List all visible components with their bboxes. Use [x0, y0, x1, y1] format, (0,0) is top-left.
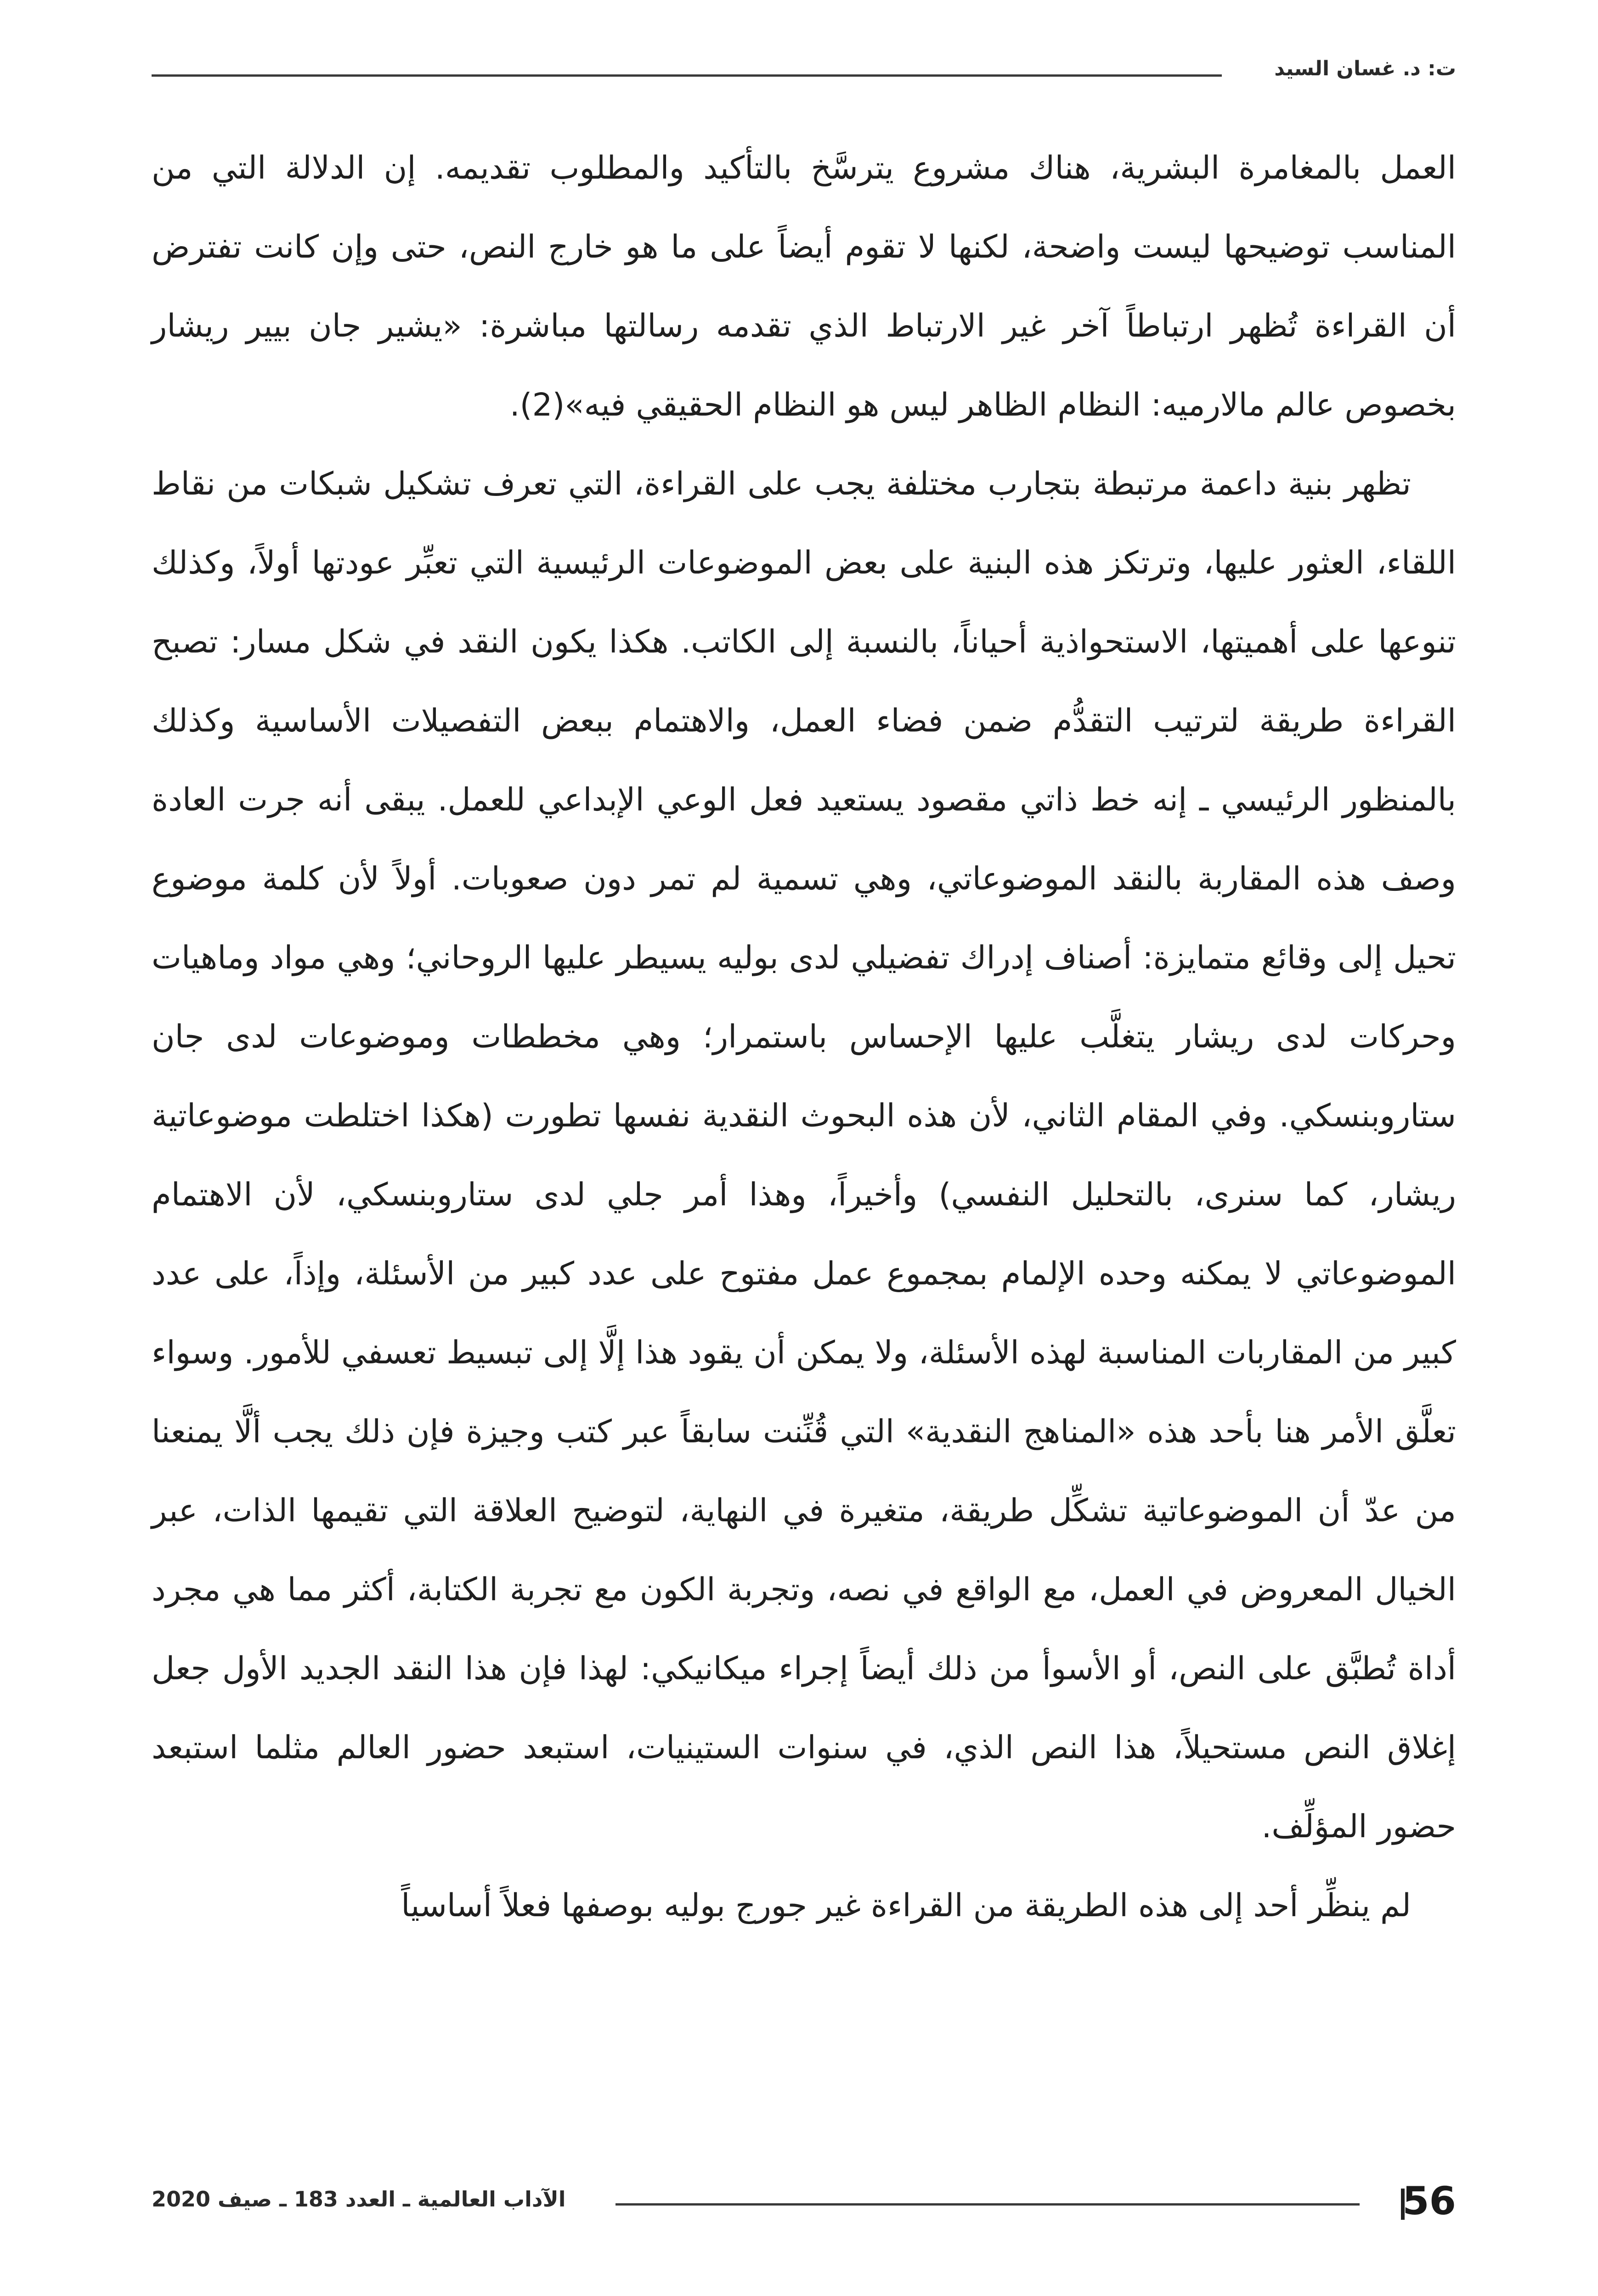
footer-rule: [615, 2203, 1360, 2206]
header-author: ت: د. غسان السيد: [1274, 57, 1456, 80]
paragraph-3: لم ينظِّر أحد إلى هذه الطريقة من القراءة غير جورج بوليه بوصفها فعلاً أساسياً: [401, 1887, 1411, 1924]
running-header: [152, 51, 1456, 92]
footer-journal-info: الآداب العالمية ـ العدد 183 ـ صيف 2020: [152, 2187, 566, 2212]
header-rule: [152, 74, 1222, 77]
running-footer: [152, 2177, 1456, 2227]
paragraph-1: العمل بالمغامرة البشرية، هناك مشروع يترسَّخ بالتأكيد والمطلوب تقديمه. إن الدلالة التي من المناسب توضيحها ليست واضحة، لكنها لا تقوم أيضاً على ما هو خارج النص، حتى وإن كانت تفترض أن القراءة تُظهر ارتباطاً آخر غير الارتباط الذي تقدمه رسالتها مباشرة: «يشير جان بيير ريشار بخصوص عالم مالارميه: النظام الظاهر ليس هو النظام الحقيقي فيه»(2).: [152, 150, 1456, 423]
paragraph-2: تظهر بنية داعمة مرتبطة بتجارب مختلفة يجب على القراءة، التي تعرف تشكيل شبكات من نقاط اللقاء، العثور عليها، وترتكز هذه البنية على بعض الموضوعات الرئيسية التي تعبِّر عودتها أولاً، وكذلك تنوعها على أهميتها، الاستحواذية أحياناً، بالنسبة إلى الكاتب. هكذا يكون النقد في شكل مسار: تصبح القراءة طريقة لترتيب التقدُّم ضمن فضاء العمل، والاهتمام ببعض التفصيلات الأساسية وكذلك بالمنظور الرئيسي ـ إنه خط ذاتي مقصود يستعيد فعل الوعي الإبداعي للعمل. يبقى أنه جرت العادة وصف هذه المقاربة بالنقد الموضوعاتي، وهي تسمية لم تمر دون صعوبات. أولاً لأن كلمة موضوع تحيل إلى وقائع متمايزة: أصناف إدراك تفضيلي لدى بوليه يسيطر عليها الروحاني؛ وهي مواد وماهيات وحركات لدى ريشار يتغلَّب عليها الإحساس باستمرار؛ وهي مخططات وموضوعات لدى جان ستاروبنسكي. وفي المقام الثاني، لأن هذه البحوث النقدية نفسها تطورت (هكذا اختلطت موضوعاتية ريشار، كما سنرى، بالتحليل النفسي) وأخيراً، وهذا أمر جلي لدى ستاروبنسكي، لأن الاهتمام الموضوعاتي لا يمكنه وحده الإلمام بمجموع عمل مفتوح على عدد كبير من الأسئلة، وإذاً، على عدد كبير من المقاربات المناسبة لهذه الأسئلة، ولا يمكن أن يقود هذا إلَّا إلى تبسيط تعسفي للأمور. وسواء تعلَّق الأمر هنا بأحد هذه «المناهج النقدية» التي قُنِّنت سابقاً عبر كتب وجيزة فإن ذلك يجب ألَّا يمنعنا من عدّ أن الموضوعاتية تشكِّل طريقة، متغيرة في النهاية، لتوضيح العلاقة التي تقيمها الذات، عبر الخيال المعروض في العمل، مع الواقع في نصه، وتجربة الكون مع تجربة الكتابة، أكثر مما هي مجرد أداة تُطبَّق على النص، أو الأسوأ من ذلك أيضاً إجراء ميكانيكي: لهذا فإن هذا النقد الجديد الأول جعل إغلاق النص مستحيلاً، هذا النص الذي، في سنوات الستينيات، استبعد حضور العالم مثلما استبعد حضور المؤلِّف.: [152, 466, 1456, 1845]
body-text: [152, 129, 1456, 1945]
page-number: 56: [1402, 2178, 1456, 2223]
